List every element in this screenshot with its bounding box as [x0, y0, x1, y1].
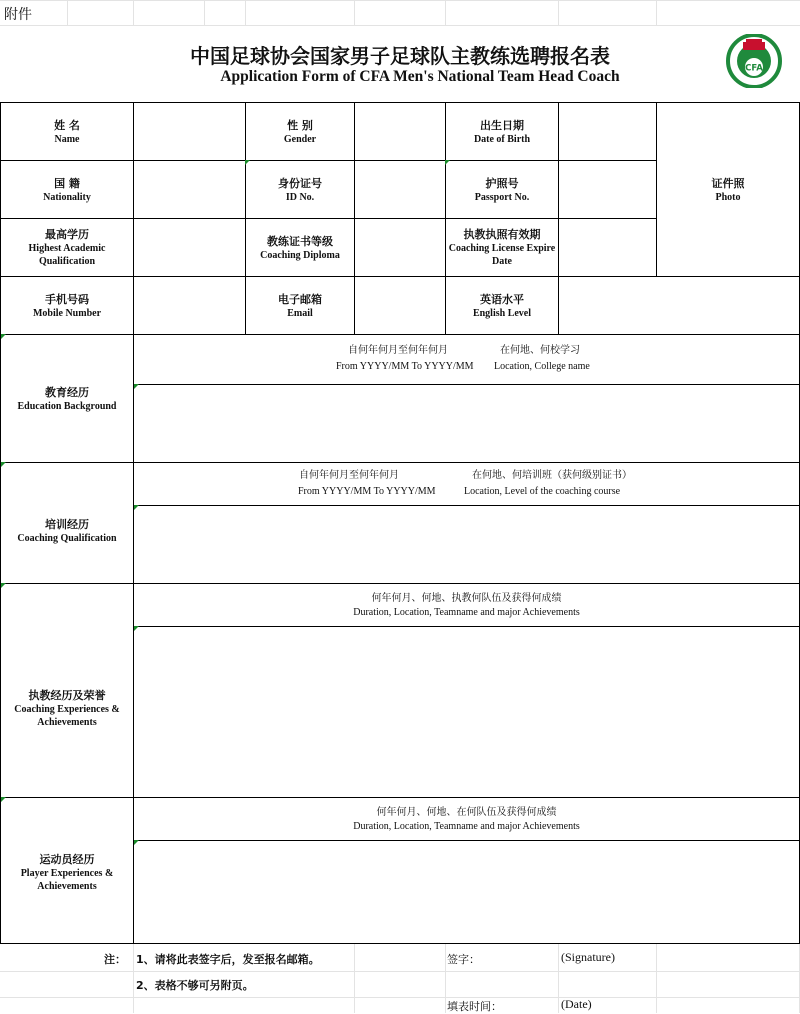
- mobile-label: [1, 277, 133, 334]
- license-expire-label-en2: Date: [492, 256, 512, 267]
- mobile-label-en: Mobile Number: [32, 307, 102, 319]
- coaching-qual-header-zh-b: 在何地、何培训班（获何级别证书）: [472, 470, 632, 481]
- diploma-label: [246, 219, 354, 276]
- coaching-exp-label: [1, 584, 133, 797]
- id-no-label: [246, 161, 354, 218]
- gender-field[interactable]: [355, 103, 445, 160]
- coaching-qual-label: [1, 463, 133, 583]
- english-label-en: English Level: [472, 307, 532, 319]
- cfa-logo-icon: [724, 34, 784, 88]
- email-label-en: Email: [287, 307, 313, 319]
- player-exp-label-en1: Player Experiences &: [20, 868, 114, 879]
- notes-line-1: 1、请将此表签字后，发至报名邮箱。: [136, 953, 320, 966]
- player-exp-header: [134, 798, 799, 840]
- education-field[interactable]: [134, 219, 245, 276]
- email-field[interactable]: [355, 277, 445, 334]
- coaching-qual-label-zh: 培训经历: [45, 518, 89, 531]
- id-no-field[interactable]: [355, 161, 445, 218]
- license-expire-label: [446, 219, 558, 276]
- education-bg-header: [134, 335, 799, 384]
- education-bg-header-en-b: Location, College name: [494, 361, 590, 372]
- notes-label: 注：: [104, 953, 126, 966]
- photo-label-en: Photo: [715, 191, 741, 203]
- player-exp-label: [1, 798, 133, 943]
- coaching-exp-label-zh: 执教经历及荣誉: [28, 689, 106, 702]
- signature-field[interactable]: (Signature): [561, 950, 615, 964]
- english-label: [446, 277, 558, 334]
- player-exp-header-en: Duration, Location, Teamname and major Achievements: [353, 820, 580, 832]
- dob-label-en: Date of Birth: [473, 133, 531, 145]
- player-exp-field[interactable]: [134, 841, 799, 943]
- gender-label: [246, 103, 354, 160]
- education-label-en2: Qualification: [38, 256, 96, 267]
- education-bg-label: [1, 335, 133, 462]
- form-title-zh: 中国足球协会国家男子足球队主教练选聘报名表: [190, 44, 610, 68]
- mobile-field[interactable]: [134, 277, 245, 334]
- nationality-label-en: Nationality: [43, 191, 91, 203]
- english-label-zh: 英语水平: [480, 292, 524, 306]
- nationality-label-zh: 国 籍: [54, 176, 80, 190]
- coaching-qual-label-en: Coaching Qualification: [17, 533, 117, 544]
- diploma-field[interactable]: [355, 219, 445, 276]
- cfa-logo-abbr: CFA: [745, 63, 763, 74]
- signature-label: 签字：: [447, 953, 480, 966]
- coaching-exp-header: [134, 584, 799, 626]
- dob-label: [446, 103, 558, 160]
- education-bg-label-en: Education Background: [17, 400, 117, 412]
- player-exp-label-zh: 运动员经历: [39, 853, 95, 866]
- attachment-label: 附件: [4, 7, 32, 23]
- dob-label-zh: 出生日期: [480, 118, 524, 132]
- player-exp-header-zh: 何年何月、何地、在何队伍及获得何成绩: [376, 806, 557, 818]
- photo-box[interactable]: [657, 103, 799, 276]
- coaching-qual-header-en-b: Location, Level of the coaching course: [464, 486, 621, 497]
- form-title-en: Application Form of CFA Men's National Team Head Coach: [220, 68, 620, 85]
- email-label-zh: 电子邮箱: [278, 292, 322, 306]
- coaching-qual-header-zh-a: 自何年何月至何年何月: [299, 470, 399, 481]
- coaching-exp-label-en1: Coaching Experiences &: [14, 704, 120, 715]
- name-label-zh: 姓 名: [54, 118, 80, 132]
- education-label-en1: Highest Academic: [28, 243, 106, 254]
- coaching-qual-header-en-a: From YYYY/MM To YYYY/MM: [298, 486, 436, 497]
- date-field[interactable]: (Date): [561, 997, 592, 1011]
- photo-label-zh: 证件照: [711, 176, 745, 190]
- education-label: [1, 219, 133, 276]
- name-field[interactable]: [134, 103, 245, 160]
- license-expire-field[interactable]: [559, 219, 656, 276]
- notes-line-2: 2、表格不够可另附页。: [136, 979, 254, 992]
- coaching-qual-header: [134, 463, 799, 505]
- license-expire-label-zh: 执教执照有效期: [463, 228, 541, 241]
- email-label: [246, 277, 354, 334]
- nationality-field[interactable]: [134, 161, 245, 218]
- gender-label-en: Gender: [283, 133, 317, 145]
- english-field[interactable]: [559, 277, 799, 334]
- education-bg-header-zh-b: 在何地、何校学习: [500, 345, 580, 356]
- dob-field[interactable]: [559, 103, 656, 160]
- id-no-label-zh: 身份证号: [278, 176, 322, 190]
- coaching-exp-field[interactable]: [134, 627, 799, 797]
- passport-label-en: Passport No.: [474, 191, 530, 203]
- coaching-qual-field[interactable]: [134, 506, 799, 583]
- date-label: 填表时间：: [447, 1000, 502, 1013]
- passport-label: [446, 161, 558, 218]
- name-label-en: Name: [54, 133, 80, 145]
- mobile-label-zh: 手机号码: [45, 292, 89, 306]
- license-expire-label-en1: Coaching License Expire: [448, 243, 556, 254]
- education-bg-header-zh-a: 自何年何月至何年何月: [348, 345, 448, 356]
- education-bg-label-zh: 教育经历: [45, 385, 89, 399]
- gender-label-zh: 性 别: [287, 118, 313, 132]
- education-bg-field[interactable]: [134, 385, 799, 462]
- coaching-exp-label-en2: Achievements: [37, 717, 97, 728]
- coaching-exp-header-en: Duration, Location, Teamname and major Achievements: [353, 606, 580, 618]
- passport-field[interactable]: [559, 161, 656, 218]
- player-exp-label-en2: Achievements: [37, 881, 97, 892]
- nationality-label: [1, 161, 133, 218]
- id-no-label-en: ID No.: [285, 191, 315, 203]
- diploma-label-zh: 教练证书等级: [267, 234, 333, 248]
- diploma-label-en: Coaching Diploma: [260, 249, 340, 261]
- name-label: [1, 103, 133, 160]
- education-label-zh: 最高学历: [45, 228, 89, 241]
- passport-label-zh: 护照号: [485, 176, 519, 190]
- coaching-exp-header-zh: 何年何月、何地、执教何队伍及获得何成绩: [371, 592, 562, 604]
- education-bg-header-en-a: From YYYY/MM To YYYY/MM: [336, 361, 474, 372]
